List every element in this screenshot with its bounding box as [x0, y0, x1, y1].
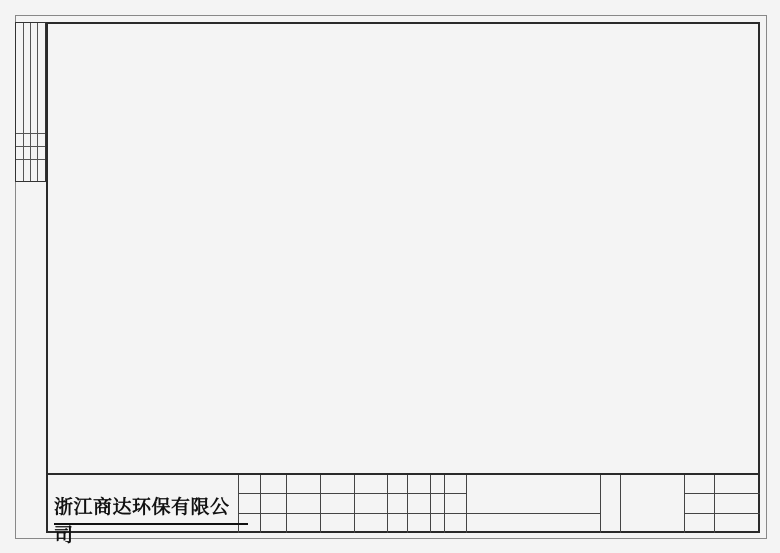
title-block [46, 473, 760, 546]
company-underline [54, 523, 248, 525]
company-name: 浙江商达环保有限公司 [54, 496, 230, 546]
binding-strip [15, 22, 46, 182]
company-name-cell [54, 493, 244, 546]
drawing-frame [46, 22, 760, 533]
